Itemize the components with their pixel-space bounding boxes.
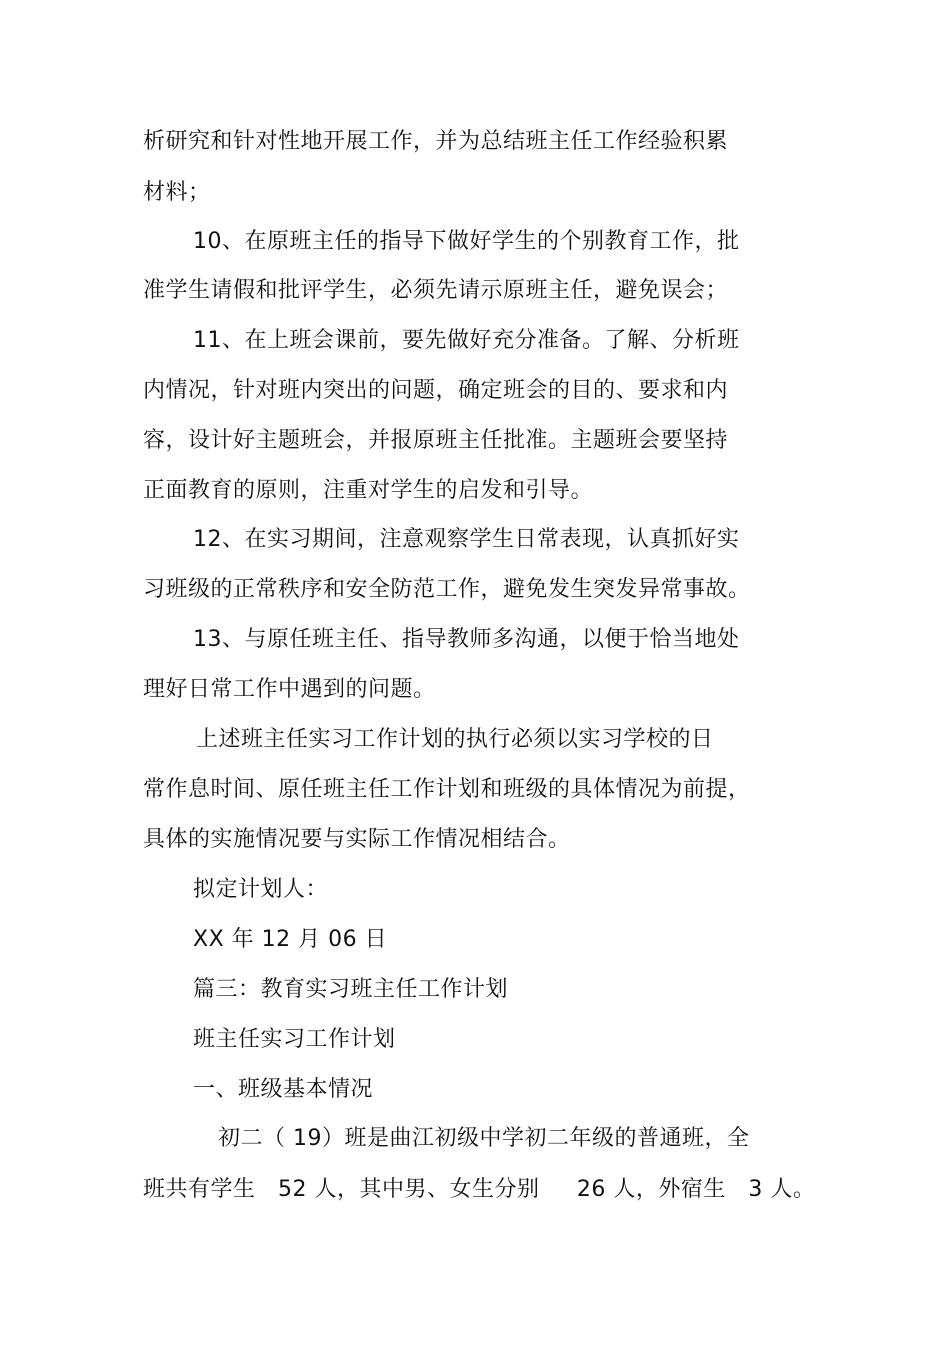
text-line: 12、在实习期间，注意观察学生日常表现，认真抓好实 (193, 527, 740, 552)
text-line: 正面教育的原则，注重对学生的启发和引导。 (143, 478, 594, 503)
section-heading: 篇三：教育实习班主任工作计划 (193, 977, 509, 1002)
text-line: 容，设计好主题班会，并报原班主任批准。主题班会要坚持 (143, 428, 729, 453)
text-line: 材料； (143, 180, 211, 205)
text-line: 准学生请假和批评学生，必须先请示原班主任，避免误会； (143, 278, 729, 303)
text-line: 析研究和针对性地开展工作，并为总结班主任工作经验积累 (143, 129, 729, 154)
text-line: 初二（ 19）班是曲江初级中学初二年级的普通班，全 (218, 1126, 750, 1151)
text-line: 具体的实施情况要与实际工作情况相结合。 (143, 827, 571, 852)
text-line: 10、在原班主任的指导下做好学生的个别教育工作，批 (193, 229, 740, 254)
text-line: 理好日常工作中遇到的问题。 (143, 677, 436, 702)
text-line: 内情况，针对班内突出的问题，确定班会的目的、要求和内 (143, 378, 729, 403)
text-line: 上述班主任实习工作计划的执行必须以实习学校的日 (196, 727, 714, 752)
text-line: 13、与原任班主任、指导教师多沟通，以便于恰当地处 (193, 627, 740, 652)
section-subheading: 一、班级基本情况 (193, 1077, 374, 1102)
text-line: 11、在上班会课前，要先做好充分准备。了解、分析班 (193, 328, 740, 353)
text-line: 拟定计划人： (193, 877, 329, 902)
text-line: 常作息时间、原任班主任工作计划和班级的具体情况为前提， (143, 777, 751, 802)
text-line: XX 年 12 月 06 日 (193, 927, 388, 952)
text-line: 班共有学生 52 人，其中男、女生分别 26 人，外宿生 3 人。 (143, 1177, 816, 1202)
section-subheading: 班主任实习工作计划 (193, 1027, 396, 1052)
text-line: 习班级的正常秩序和安全防范工作，避免发生突发异常事故。 (143, 577, 751, 602)
